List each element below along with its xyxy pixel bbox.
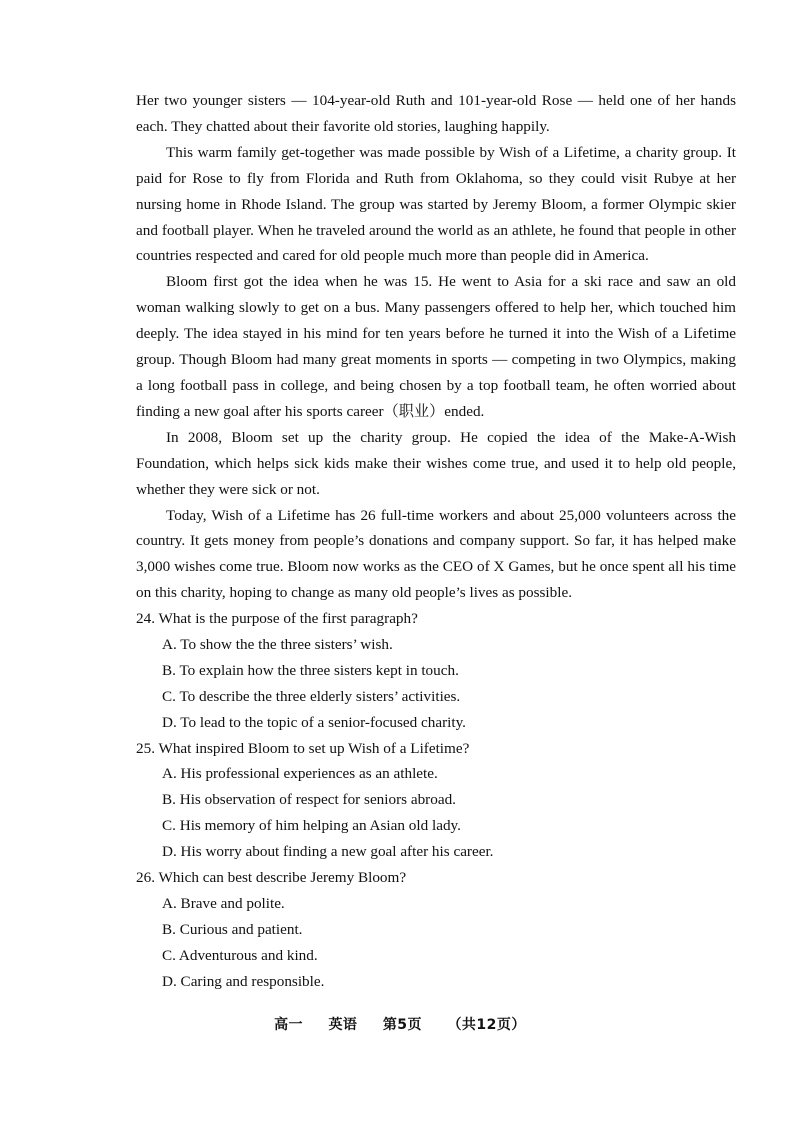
passage-paragraph-5: Today, Wish of a Lifetime has 26 full-time workers and about 25,000 volunteers across the country. It gets money from people’s donations and company support. So far, it has helped make 3,000 wishes come true. Bloom now works as the CEO of X Games, but he once spent all his time on this charity, hoping to change as many old people’s lives as possible. (136, 506, 736, 602)
question-stem: 24. What is the purpose of the first paragraph? (136, 610, 418, 627)
passage-paragraph-3: Bloom first got the idea when he was 15. He went to Asia for a ski race and saw an old woman walking slowly to get on a bus. Many passengers offered to help her, which touched him deeply. The idea stayed in his mind for ten years before he turned it into the Wish of a Lifetime group. Though Bloom had many great moments in sports — competing in two Olympics, making a long football pass in college, and being chosen by a top football team, he often worried about finding a new goal after his sports career（职业）ended. (136, 273, 736, 420)
question-stem: 25. What inspired Bloom to set up Wish of a Lifetime? (136, 739, 470, 757)
footer-subject: 英语 (328, 1017, 358, 1033)
question-26 (136, 865, 736, 995)
question-24 (136, 606, 736, 736)
passage-paragraph-1: Her two younger sisters — 104-year-old Ruth and 101-year-old Rose — held one of her hands each. They chatted about their favorite old stories, laughing happily. (136, 92, 736, 135)
passage-paragraph-4: In 2008, Bloom set up the charity group. He copied the idea of the Make-A-Wish Foundation, which helps sick kids make their wishes come true, and used it to help old people, whether they were sick or not. (136, 428, 736, 498)
question-list (136, 606, 736, 995)
passage-paragraph-2: This warm family get-together was made possible by Wish of a Lifetime, a charity group. It paid for Rose to fly from Florida and Ruth from Oklahoma, so they could visit Rubye at her nursing home in Rhode Island. The group was started by Jeremy Bloom, a former Olympic skier and football player. When he traveled around the world as an athlete, he found that people in other countries respected and cared for old people much more than people did in America. (136, 143, 736, 265)
option-d: D. His worry about finding a new goal after his career. (162, 843, 494, 861)
footer-page-number: 第5页 (382, 1017, 423, 1033)
option-b: B. Curious and patient. (162, 920, 303, 938)
option-a: A. To show the the three sisters’ wish. (162, 635, 393, 653)
option-b: B. His observation of respect for seniors abroad. (162, 791, 456, 809)
option-c: C. To describe the three elderly sisters’ activities. (162, 687, 461, 705)
option-d: D. Caring and responsible. (162, 972, 325, 990)
page-footer (0, 1014, 800, 1034)
option-c: C. Adventurous and kind. (162, 946, 318, 964)
reading-passage (136, 88, 736, 606)
question-25 (136, 736, 736, 866)
question-stem: 26. Which can best describe Jeremy Bloom? (136, 869, 407, 887)
footer-total-pages: （共12页） (447, 1017, 526, 1033)
option-c: C. His memory of him helping an Asian old lady. (162, 817, 461, 835)
option-a: A. Brave and polite. (162, 894, 285, 912)
option-a: A. His professional experiences as an athlete. (162, 765, 438, 783)
footer-grade: 高一 (274, 1017, 304, 1033)
option-d: D. To lead to the topic of a senior-focused charity. (162, 713, 466, 731)
option-b: B. To explain how the three sisters kept in touch. (162, 661, 459, 679)
